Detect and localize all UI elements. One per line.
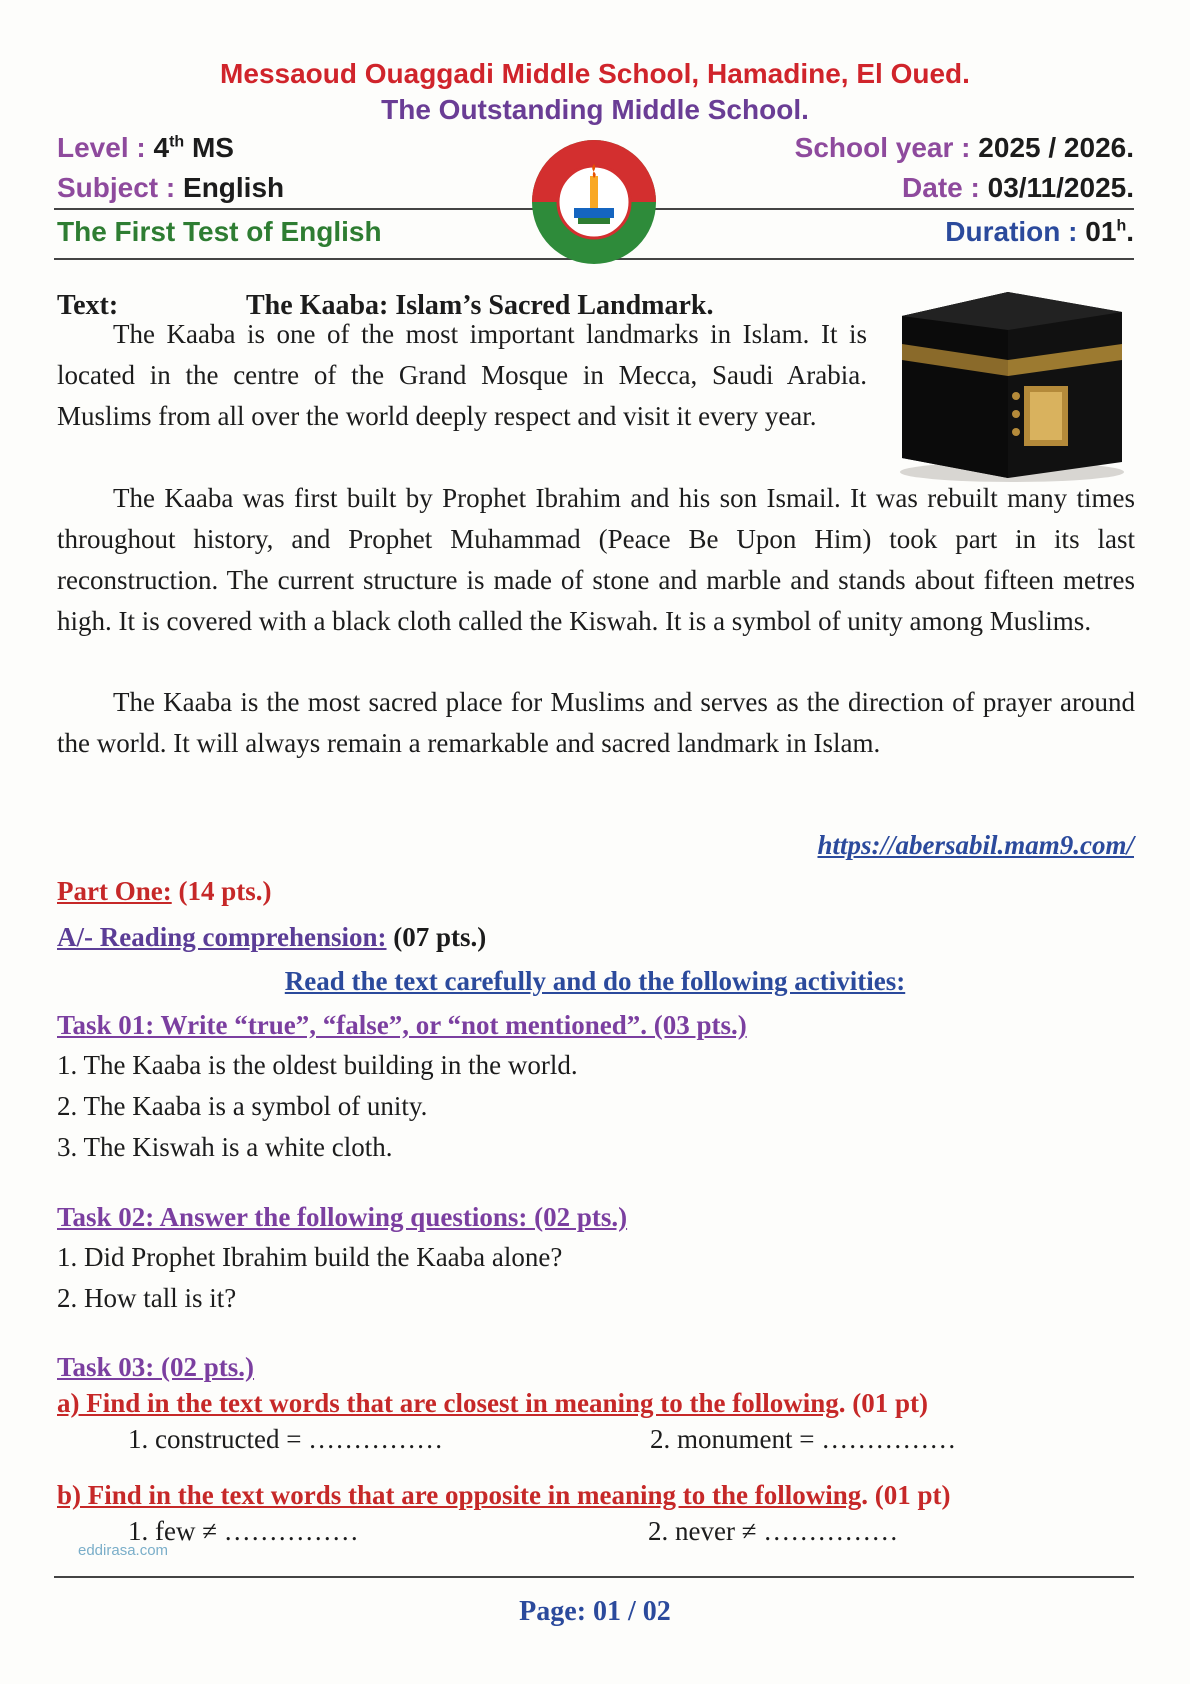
year-value: 2025 / 2026. <box>978 132 1134 163</box>
subject-field <box>57 172 284 204</box>
task-01-item: 1. The Kaaba is the oldest building in the world. <box>57 1050 578 1080</box>
task-03-b-heading: b) Find in the text words that are opposite in meaning to the following. (01 pt) <box>57 1480 951 1510</box>
text-title: The Kaaba: Islam’s Sacred Landmark. <box>246 290 714 321</box>
text-label: Text: <box>57 290 119 321</box>
task-02-item: 1. Did Prophet Ibrahim build the Kaaba alone? <box>57 1242 563 1272</box>
part-one-heading: Part One: (14 pts.) <box>57 876 272 906</box>
antonym-item[interactable]: 2. never ≠ …………… <box>648 1516 899 1546</box>
school-motto: The Outstanding Middle School. <box>381 94 809 125</box>
school-name: Messaoud Ouaggadi Middle School, Hamadine, El Oued. <box>220 58 970 89</box>
task-01-item: 2. The Kaaba is a symbol of unity. <box>57 1091 428 1121</box>
date-value: 03/11/2025. <box>987 172 1134 203</box>
antonym-item[interactable]: 1. few ≠ …………… <box>128 1516 359 1546</box>
duration-value: 01$^h$. <box>1085 216 1134 247</box>
subject-value: English <box>183 172 285 203</box>
page-number: Page: 01 / 02 <box>519 1596 671 1627</box>
duration-label: Duration : <box>945 216 1078 247</box>
duration-field <box>945 216 1134 248</box>
level-value: 4th MS <box>153 132 234 163</box>
task-03-a-heading: a) Find in the text words that are closest in meaning to the following. (01 pt) <box>57 1388 928 1418</box>
synonym-item[interactable]: 2. monument = …………… <box>650 1424 957 1454</box>
task-01-heading: Task 01: Write “true”, “false”, or “not mentioned”. (03 pts.) <box>57 1010 747 1040</box>
test-title: The First Test of English <box>57 216 382 247</box>
school-logo <box>530 138 658 266</box>
level-field <box>57 132 234 164</box>
task-03-heading: Task 03: (02 pts.) <box>57 1352 255 1382</box>
school-year-field <box>795 132 1134 164</box>
synonym-item[interactable]: 1. constructed = …………… <box>128 1424 444 1454</box>
text-paragraph-2: The Kaaba was first built by Prophet Ibrahim and his son Ismail. It was rebuilt many times throughout history, and Prophet Muhammad (Peace Be Upon Him) took part in its last reconstruction. The current structure is made of stone and marble and stands about fifteen metres high. It is covered with a black cloth called the Kiswah. It is a symbol of unity among Muslims. <box>57 483 1135 636</box>
task-02-heading: Task 02: Answer the following questions: (02 pts.) <box>57 1202 628 1232</box>
watermark: eddirasa.com <box>78 1542 169 1559</box>
date-label: Date : <box>902 172 980 203</box>
level-label: Level : <box>57 132 146 163</box>
kaaba-image <box>896 286 1128 484</box>
source-link[interactable]: https://abersabil.mam9.com/ <box>817 830 1134 860</box>
date-field <box>902 172 1134 204</box>
reading-comprehension-heading: A/- Reading comprehension: (07 pts.) <box>57 922 487 952</box>
instruction: Read the text carefully and do the following activities: <box>284 966 906 996</box>
footer-divider <box>54 1576 1134 1578</box>
text-paragraph-3: The Kaaba is the most sacred place for Muslims and serves as the direction of prayer around the world. It will always remain a remarkable and sacred landmark in Islam. <box>57 687 1135 758</box>
subject-label: Subject : <box>57 172 176 203</box>
task-01-item: 3. The Kiswah is a white cloth. <box>57 1132 393 1162</box>
text-paragraph-1: The Kaaba is one of the most important landmarks in Islam. It is located in the centre of the Grand Mosque in Mecca, Saudi Arabia. Muslims from all over the world deeply respect and visit it every year. <box>57 319 867 431</box>
year-label: School year : <box>794 132 971 163</box>
task-02-item: 2. How tall is it? <box>57 1283 237 1313</box>
